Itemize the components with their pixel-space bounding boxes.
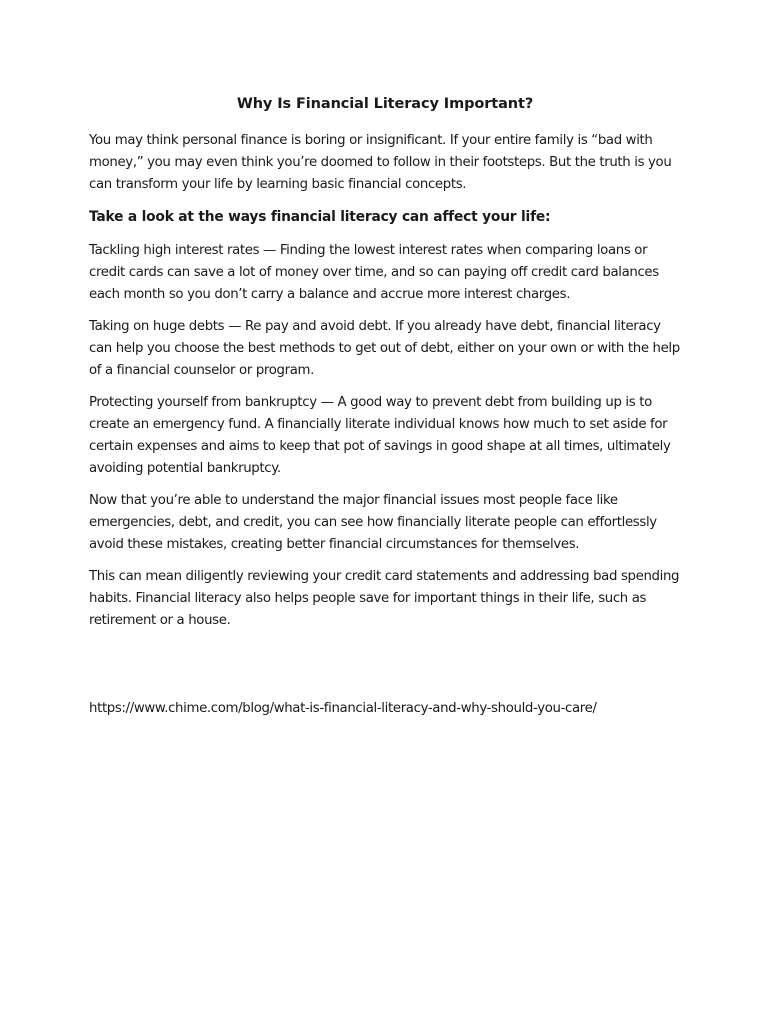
- paragraph-financial-issues: Now that you’re able to understand the major financial issues most people face like emergencies, debt, and credit, you can see how financially literate people can effortlessly avoid these mistakes, creating better financial circumstances for themselves.: [89, 493, 657, 552]
- paragraph-interest-rates: Tackling high interest rates — Finding the lowest interest rates when comparing loans or credit cards can save a lot of money over time, and so can paying off credit card balances each month so you don’t carry a balance and accrue more interest charges.: [89, 243, 659, 302]
- document-title: Why Is Financial Literacy Important?: [236, 96, 534, 112]
- intro-paragraph: You may think personal finance is boring or insignificant. If your entire family is “bad with money,” you may even think you’re doomed to follow in their footsteps. But the truth is you can transform your life by learning basic financial concepts.: [89, 133, 672, 192]
- section-subheading: Take a look at the ways financial literacy can affect your life:: [89, 209, 551, 225]
- source-url: https://www.chime.com/blog/what-is-financial-literacy-and-why-should-you-care/: [89, 701, 597, 716]
- paragraph-huge-debts: Taking on huge debts — Re pay and avoid debt. If you already have debt, financial literacy can help you choose the best methods to get out of debt, either on your own or with the help of a financial counselor or program.: [89, 319, 680, 378]
- document-page: [89, 93, 681, 720]
- paragraph-bankruptcy: Protecting yourself from bankruptcy — A good way to prevent debt from building up is to create an emergency fund. A financially literate individual knows how much to set aside for certain expenses and aims to keep that pot of savings in good shape at all times, ultimately avoiding potential bankruptcy.: [89, 395, 671, 476]
- paragraph-credit-review: This can mean diligently reviewing your credit card statements and addressing bad spending habits. Financial literacy also helps people save for important things in their life, such as retirement or a house.: [89, 569, 680, 628]
